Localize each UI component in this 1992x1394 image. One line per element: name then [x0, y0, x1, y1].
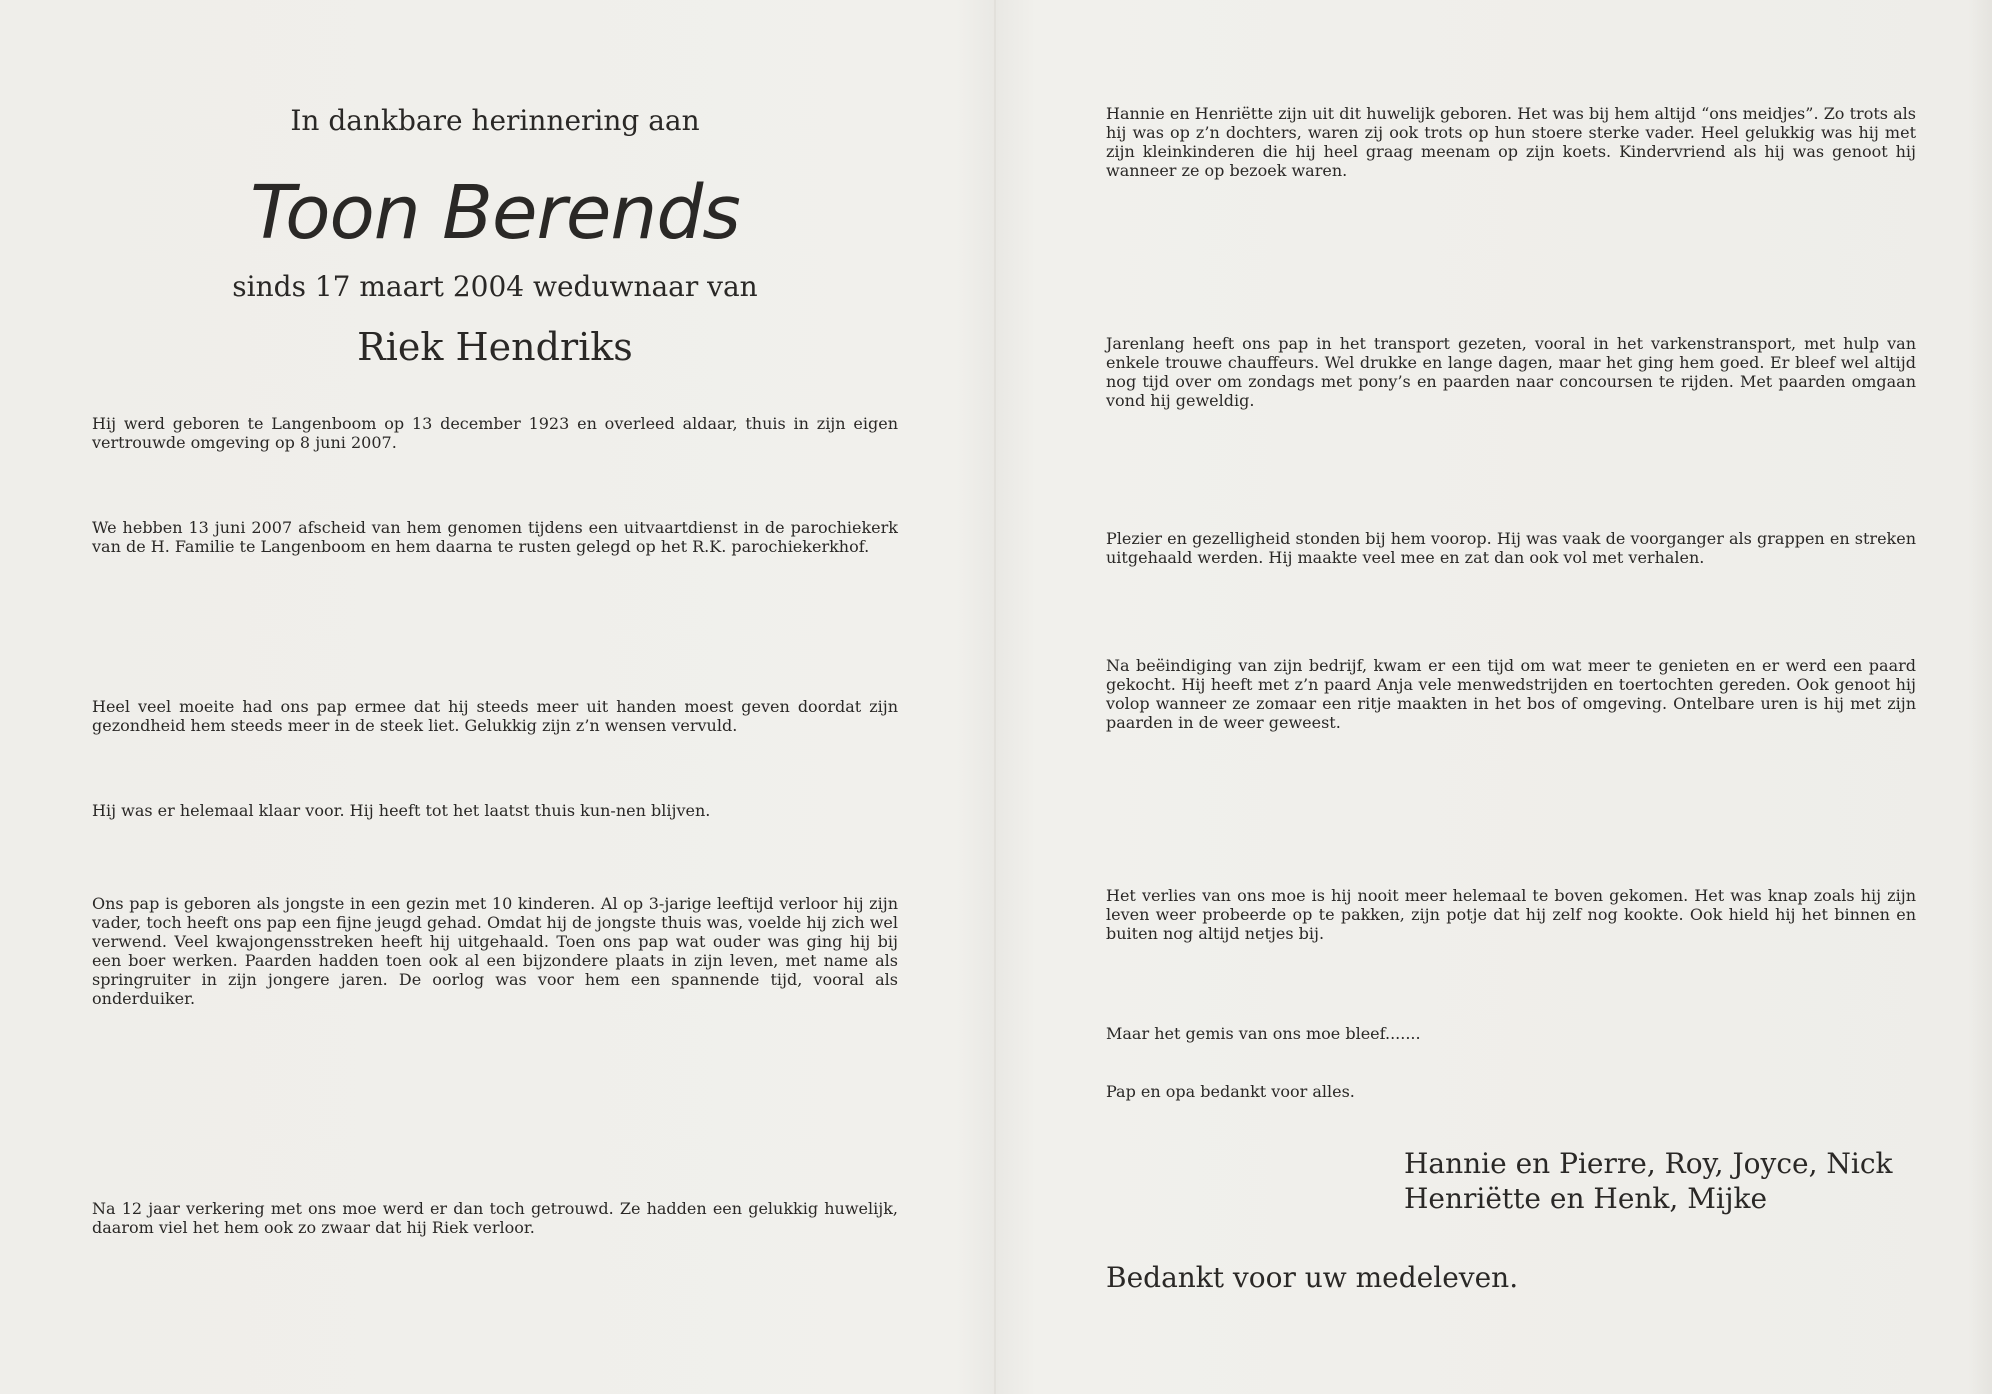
signature-line-2: Henriëtte en Henk, Mijke	[1404, 1181, 1768, 1215]
signature-block	[1404, 1147, 1893, 1216]
paragraph-gratitude: Pap en opa bedankt voor alles.	[1106, 1082, 1355, 1101]
paragraph-daughters: Hannie en Henriëtte zijn uit dit huwelijk geboren. Het was bij hem altijd “ons meidjes”. Zo trots als hij was op z’n dochters, waren zij ook trots op hun stoere sterke vader. Heel gelukkig was hij met zijn kleinkinderen die hij heel graag meenam op zijn koets. Kindervriend als hij was genoot hij wanneer ze op bezoek waren.	[1106, 104, 1916, 180]
closing-thanks: Bedankt voor uw medeleven.	[1106, 1261, 1519, 1294]
signature-line-1: Hannie en Pierre, Roy, Joyce, Nick	[1404, 1147, 1893, 1180]
intro-line: In dankbare herinnering aan	[290, 104, 700, 137]
card-edge-shadow	[1968, 0, 1992, 1394]
spouse-name: Riek Hendriks	[357, 325, 633, 369]
paragraph-transport: Jarenlang heeft ons pap in het transport gezeten, vooral in het varkenstransport, met hulp van enkele trouwe chauffeurs. Wel drukke en lange dagen, maar het ging hem goed. Er bleef wel altijd nog tijd over om zondags met pony’s en paarden naar concoursen te rijden. Met paarden omgaan vond hij geweldig.	[1106, 334, 1916, 410]
paragraph-youth: Ons pap is geboren als jongste in een gezin met 10 kinderen. Al op 3-jarige leeftijd verloor hij zijn vader, toch heeft ons pap een fijne jeugd gehad. Omdat hij de jongste thuis was, voelde hij zich wel verwend. Veel kwajongensstreken heeft hij uitgehaald. Toen ons pap wat ouder was ging hij bij een boer werken. Paarden hadden toen ook al een bijzondere plaats in zijn leven, met name als springruiter in zijn jongere jaren. De oorlog was voor hem een spannende tijd, vooral als onderduiker.	[92, 894, 898, 1008]
paragraph-missing: Maar het gemis van ons moe bleef.......	[1106, 1024, 1421, 1043]
card-fold	[994, 0, 996, 1394]
paragraph-retirement: Na beëindiging van zijn bedrijf, kwam er een tijd om wat meer te genieten en er werd een paard gekocht. Hij heeft met z’n paard Anja vele menwedstrijden en toertochten gereden. Ook genoot hij volop wanneer ze zomaar een ritje maakten in het bos of omgeving. Ontelbare uren is hij met zijn paarden in de weer geweest.	[1106, 656, 1916, 732]
paragraph-birth-death: Hij werd geboren te Langenboom op 13 december 1923 en overleed aldaar, thuis in zijn eigen vertrouwde omgeving op 8 juni 2007.	[92, 414, 898, 452]
paragraph-marriage: Na 12 jaar verkering met ons moe werd er dan toch getrouwd. Ze hadden een gelukkig huwelijk, daarom viel het hem ook zo zwaar dat hij Riek verloor.	[92, 1199, 898, 1237]
paragraph-loss: Het verlies van ons moe is hij nooit meer helemaal te boven gekomen. Het was knap zoals hij zijn leven weer probeerde op te pakken, zijn potje dat hij zelf nog kookte. Ook hield hij het binnen en buiten nog altijd netjes bij.	[1106, 886, 1916, 943]
paragraph-health: Heel veel moeite had ons pap ermee dat hij steeds meer uit handen moest geven doordat zijn gezondheid hem steeds meer in de steek liet. Gelukkig zijn z’n wensen vervuld.	[92, 697, 898, 735]
widow-line: sinds 17 maart 2004 weduwnaar van	[232, 270, 758, 303]
deceased-name: Toon Berends	[250, 170, 740, 256]
paragraph-funeral: We hebben 13 juni 2007 afscheid van hem genomen tijdens een uitvaartdienst in de parochiekerk van de H. Familie te Langenboom en hem daarna te rusten gelegd op het R.K. parochiekerkhof.	[92, 518, 898, 556]
paragraph-ready: Hij was er helemaal klaar voor. Hij heeft tot het laatst thuis kun-nen blijven.	[92, 801, 711, 820]
paragraph-fun: Plezier en gezelligheid stonden bij hem voorop. Hij was vaak de voorganger als grappen en streken uitgehaald werden. Hij maakte veel mee en zat dan ook vol met verhalen.	[1106, 529, 1916, 567]
